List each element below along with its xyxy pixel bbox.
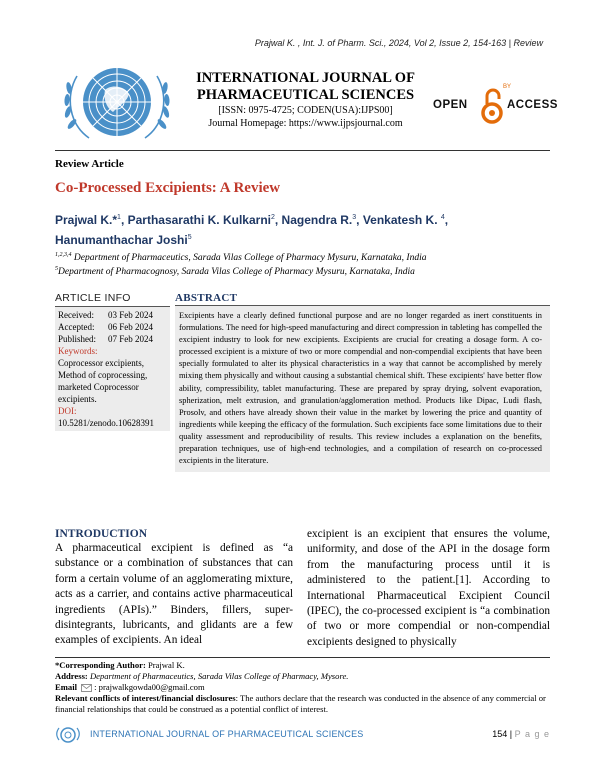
journal-masthead — [55, 62, 558, 146]
conflict-of-interest — [55, 693, 550, 715]
envelope-icon — [81, 684, 92, 692]
author-4-sup: 4 — [440, 214, 445, 221]
email-label: Email — [55, 682, 77, 692]
author-3-sup: 3 — [352, 214, 357, 221]
page-number-sep: | — [507, 729, 515, 739]
author-list — [55, 209, 550, 249]
author-5: Hanumanthachar Joshi — [55, 233, 188, 247]
author-1: Prajwal K.* — [55, 213, 118, 227]
page-number-block — [492, 729, 550, 739]
open-lock-icon — [480, 88, 504, 124]
journal-title-block — [193, 70, 418, 130]
abstract-panel — [175, 292, 550, 472]
page-footer — [55, 726, 550, 744]
footer-emblem-logo — [55, 726, 81, 744]
author-1-sup: 1 — [117, 214, 121, 221]
author-sep: , — [444, 213, 449, 227]
author-3: , Nagendra R. — [274, 213, 353, 227]
article-title: Co-Processed Excipients: A Review — [55, 180, 281, 196]
affiliation-1-text: Department of Pharmaceutics, Sarada Vilas College of Pharmacy Mysuru, Karnataka, India — [71, 253, 427, 264]
conflict-label: Relevant conflicts of interest/financial disclosures — [55, 693, 236, 703]
published-date: 07 Feb 2024 — [108, 334, 153, 344]
address-text: Department of Pharmaceutics, Sarada Vilas College of Pharmacy, Mysore. — [87, 671, 349, 681]
corresponding-author-label: *Corresponding Author: — [55, 660, 146, 670]
corresponding-author-name: Prajwal K. — [145, 660, 185, 670]
email — [55, 682, 550, 693]
affiliation-2-sup: 5 — [55, 266, 58, 272]
introduction-heading: INTRODUCTION — [55, 528, 148, 540]
un-emblem-logo — [55, 62, 179, 144]
journal-issn: [ISSN: 0975-4725; CODEN(USA):IJPS00] — [218, 105, 393, 116]
journal-name-line1: INTERNATIONAL JOURNAL OF — [196, 70, 415, 86]
email-address[interactable]: : prajwalkgowda00@gmail.com — [94, 682, 205, 692]
address-label: Address: — [55, 671, 88, 681]
intro-right-column — [307, 527, 550, 650]
intro-left-text: A pharmaceutical excipient is defined as “a substance or a combination of substances that can form a certain volume of an agglomerating mixture, acts as a carrier, and contains active pharmaceutical ingredients (APIs).” Binders, fillers, super-disintegrants, lubricants, and glidants are a few examples of excipients. An ideal — [55, 542, 293, 647]
affiliation-1 — [55, 252, 426, 263]
abstract-heading: ABSTRACT — [175, 292, 550, 306]
page-number: 154 — [492, 729, 508, 739]
article-info-heading: ARTICLE INFO — [55, 292, 170, 307]
published-label: Published: — [58, 334, 97, 344]
footnotes — [55, 660, 550, 715]
footer-journal-name: INTERNATIONAL JOURNAL OF PHARMACEUTICAL SCIENCES — [90, 729, 364, 739]
keywords-label: Keywords: — [58, 346, 98, 356]
affiliation-1-sup: 1,2,3,4 — [55, 252, 72, 258]
received-row — [58, 309, 167, 321]
article-info-body — [55, 307, 170, 431]
conflict-text: : The authors declare that the research was conducted in the absence of any commercial or financial relationships that could be construed as a potential conflict of interest. — [55, 693, 546, 714]
page-label: P a g e — [514, 729, 550, 739]
accepted-label: Accepted: — [58, 322, 95, 332]
corresponding-author — [55, 660, 550, 671]
author-2-sup: 2 — [270, 214, 275, 221]
keywords-text: Coprocessor excipients, Method of coprocessing, marketed Coprocessor excipients. — [58, 358, 148, 404]
author-4: , Venkatesh K. — [356, 213, 441, 227]
journal-name-line2: PHARMACEUTICAL SCIENCES — [196, 87, 415, 103]
accepted-date: 06 Feb 2024 — [108, 322, 153, 332]
open-access-access-text: ACCESS — [507, 99, 558, 111]
journal-homepage[interactable]: Journal Homepage: https://www.ijpsjournal.com — [208, 118, 403, 129]
intro-left-column — [55, 527, 293, 649]
accepted-row — [58, 321, 167, 333]
open-access-open-text: OPEN — [433, 99, 468, 111]
article-type: Review Article — [55, 158, 124, 170]
footnote-divider — [55, 657, 550, 658]
affiliation-2-text: Department of Pharmacognosy, Sarada Vilas College of Pharmacy Mysuru, Karnataka, India — [58, 267, 415, 278]
intro-right-text: excipient is an excipient that ensures the volume, uniformity, and dose of the API in the dosage form from the manufacturing process until it is administered to the patient.[1]. According to International Pharmaceutical Excipient Council (IPEC), the co-processed excipient is “a combination of two or more compendial or non-compendial excipients designed to physically — [307, 528, 550, 648]
affiliation-2 — [55, 266, 415, 277]
doi-label: DOI: — [58, 406, 77, 416]
open-access-badge — [430, 84, 558, 128]
doi-link[interactable]: 10.5281/zenodo.10628391 — [58, 418, 154, 428]
open-access-by-text: BY — [503, 84, 512, 90]
published-row — [58, 333, 167, 345]
author-2: , Parthasarathi K. Kulkarni — [120, 213, 271, 227]
article-info-panel — [55, 292, 170, 431]
running-head: Prajwal K. , Int. J. of Pharm. Sci., 2024, Vol 2, Issue 2, 154-163 | Review — [254, 38, 543, 48]
author-5-sup: 5 — [187, 234, 192, 241]
masthead-divider — [55, 150, 550, 151]
received-label: Received: — [58, 310, 94, 320]
received-date: 03 Feb 2024 — [108, 310, 153, 320]
address — [55, 671, 550, 682]
abstract-text: Excipients have a clearly defined functional purpose and are no longer regarded as inert constituents in formulations. The need for high-speed manufacturing and direct compression in tableting has compelled the excipient industry to look for new excipients. Excipients are crucial for creating a dosage form. A co-processed excipient is a mixture of two or more compendial and non-compendial excipients that have been specially formulated to alter its physical characteristics in a way that cannot be accomplished by merely mixing them physically and without causing a substantial chemical shift. These excipients' have better flow ability, compressibility, tablet manufacturing. These are prepared by spray drying, solvent evaporation, spherization, melt extrusion, and granulation/agglomeration method. Products like Dipac, Ludi flash, Prosolv, and others have already shown their value in the market by lowering the price and quantity of ingredients while keeping the efficacy of the formulation. Such excipients face some limitations due to their quality assessment and reproducibility of results. This review includes a explanation on the benefits, preparation techniques, use of high-end technologies, and a compilation of research on co-processed excipients in the literature. — [175, 306, 550, 472]
